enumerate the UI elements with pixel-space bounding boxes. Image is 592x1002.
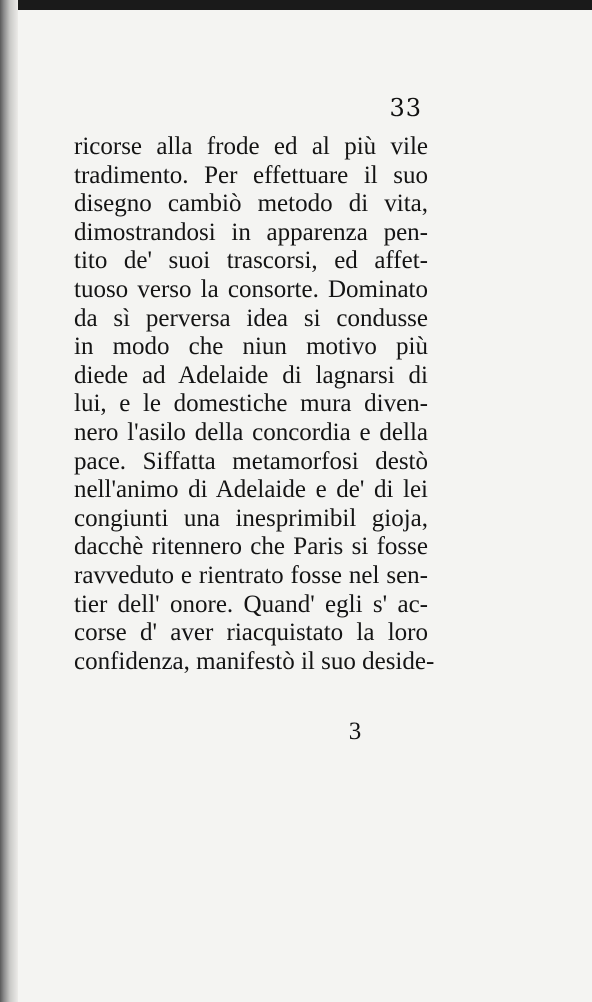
- text-line: diede ad Adelaide di lagnarsi di: [74, 361, 428, 389]
- text-line: ricorse alla frode ed al più vile: [74, 133, 428, 160]
- text-line: nero l'asilo della concordia e della: [74, 418, 428, 446]
- text-line: da sì perversa idea si condusse: [74, 304, 428, 332]
- text-line: lui, e le domestiche mura diven-: [74, 390, 428, 418]
- text-line: pace. Siffatta metamorfosi destò: [74, 447, 428, 475]
- signature-mark: 3: [348, 718, 362, 745]
- page-number: 33: [389, 94, 422, 122]
- text-line: congiunti una inesprimibil gioja,: [74, 504, 428, 532]
- text-line: nell'animo di Adelaide e de' di lei: [74, 476, 428, 504]
- text-line: tuoso verso la consorte. Dominato: [74, 275, 428, 303]
- text-line: tito de' suoi trascorsi, ed affet-: [74, 247, 428, 275]
- text-line: dimostrandosi in apparenza pen-: [74, 218, 428, 246]
- text-line: disegno cambiò metodo di vita,: [74, 190, 428, 218]
- text-line: tier dell' onore. Quand' egli s' ac-: [74, 590, 428, 618]
- text-line: confidenza, manifestò il suo deside-: [74, 647, 435, 675]
- text-line: dacchè ritennero che Paris si fosse: [74, 533, 428, 561]
- page-top-edge: [0, 0, 592, 10]
- text-line: tradimento. Per effettuare il suo: [74, 161, 428, 189]
- body-text: [74, 133, 435, 676]
- text-line: corse d' aver riacquistato la loro: [74, 619, 428, 647]
- text-line: in modo che niun motivo più: [74, 333, 428, 361]
- text-line: ravveduto e rientrato fosse nel sen-: [74, 561, 428, 589]
- page-binding-edge: [0, 0, 18, 1002]
